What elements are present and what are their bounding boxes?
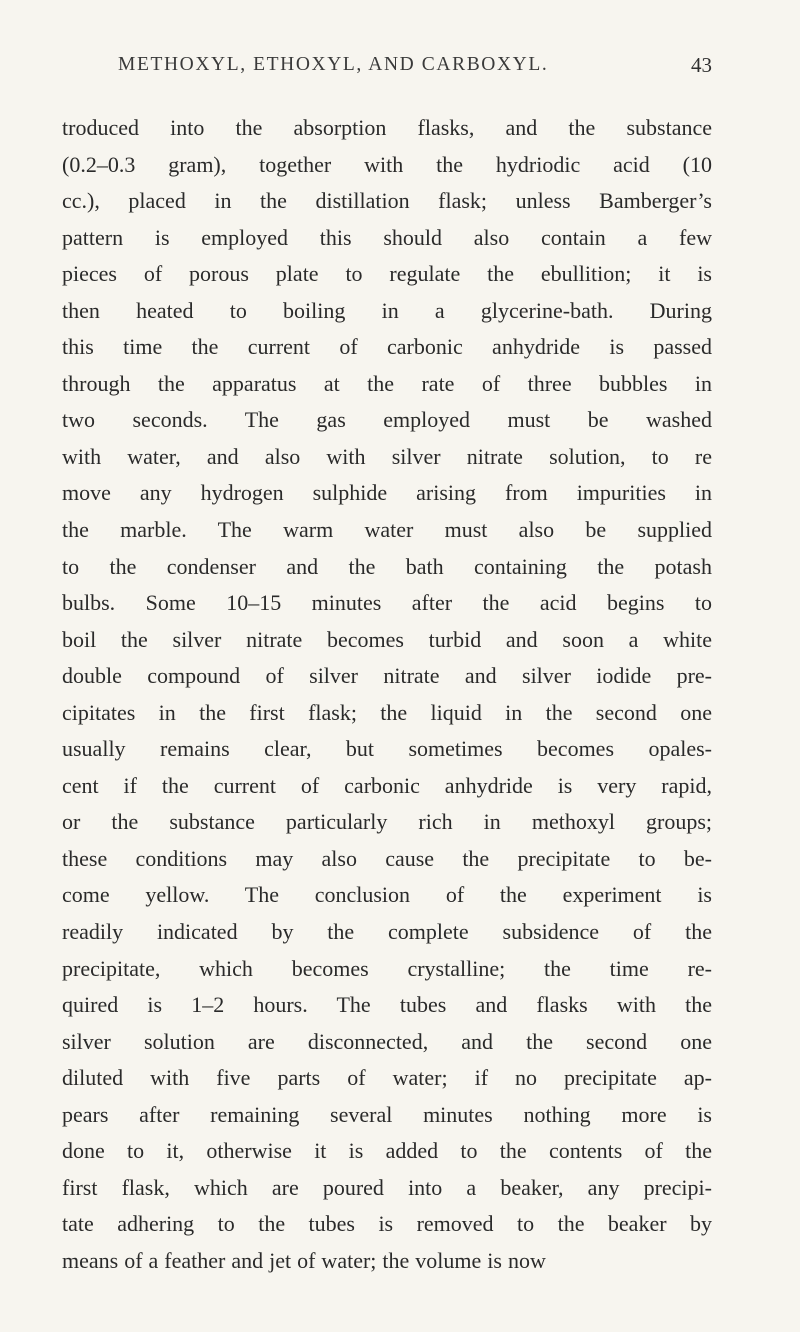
text-line: cipitates in the first flask; the liquid in the second one	[62, 699, 712, 725]
text-line: come yellow. The conclusion of the experiment is	[62, 882, 712, 908]
text-line: pieces of porous plate to regulate the ebullition; it is	[62, 261, 712, 287]
text-line: done to it, otherwise it is added to the contents of the	[62, 1138, 712, 1164]
text-line: pears after remaining several minutes nothing more is	[62, 1101, 712, 1127]
text-line: two seconds. The gas employed must be washed	[62, 407, 712, 433]
text-line: troduced into the absorption flasks, and the substance	[62, 115, 712, 140]
text-line: the marble. The warm water must also be supplied	[62, 517, 712, 543]
text-line: these conditions may also cause the precipitate to be-	[62, 845, 712, 871]
text-line: (0.2–0.3 gram), together with the hydriodic acid (10	[62, 151, 712, 177]
text-line: tate adhering to the tubes is removed to the beaker by	[62, 1211, 712, 1237]
text-line: silver solution are disconnected, and the second one	[62, 1028, 712, 1054]
text-line: means of a feather and jet of water; the volume is now	[62, 1247, 546, 1273]
text-line: through the apparatus at the rate of three bubbles in	[62, 370, 712, 396]
text-line: then heated to boiling in a glycerine-bath. During	[62, 297, 712, 323]
page-number: 43	[691, 53, 712, 77]
text-line: pattern is employed this should also contain a few	[62, 224, 712, 250]
text-line: usually remains clear, but sometimes becomes opales-	[62, 736, 712, 762]
text-line: with water, and also with silver nitrate solution, to re	[62, 443, 712, 469]
text-line: to the condenser and the bath containing the potash	[62, 553, 712, 579]
text-line: double compound of silver nitrate and silver iodide pre-	[62, 663, 712, 689]
running-title: METHOXYL, ETHOXYL, AND CARBOXYL.	[118, 54, 549, 75]
text-line: diluted with five parts of water; if no precipitate ap-	[62, 1065, 712, 1091]
body-text	[62, 110, 712, 1280]
text-line: precipitate, which becomes crystalline; the time re-	[62, 955, 712, 981]
text-line: quired is 1–2 hours. The tubes and flasks with the	[62, 992, 712, 1018]
text-line: boil the silver nitrate becomes turbid and soon a white	[62, 626, 712, 652]
text-line: readily indicated by the complete subsidence of the	[62, 919, 712, 945]
text-line: cc.), placed in the distillation flask; unless Bamberger’s	[62, 188, 712, 214]
text-line: bulbs. Some 10–15 minutes after the acid begins to	[62, 590, 712, 616]
text-line: cent if the current of carbonic anhydride is very rapid,	[62, 772, 712, 798]
text-line: first flask, which are poured into a beaker, any precipi-	[62, 1174, 712, 1200]
text-line: or the substance particularly rich in methoxyl groups;	[62, 809, 712, 835]
text-line: move any hydrogen sulphide arising from impurities in	[62, 480, 712, 506]
text-line: this time the current of carbonic anhydride is passed	[62, 334, 712, 360]
running-head	[118, 54, 712, 90]
